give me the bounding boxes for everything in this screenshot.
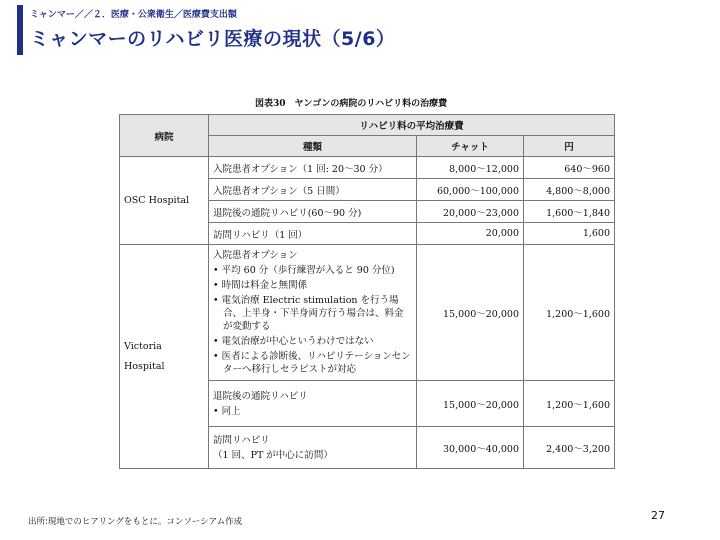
fee-kyat: 8,000～12,000: [417, 157, 524, 179]
table-row: [120, 245, 615, 381]
header-type: 種類: [209, 136, 417, 157]
header-kyat: チャット: [417, 136, 524, 157]
header-fee-group: リハビリ料の平均治療費: [209, 115, 615, 136]
page-number: 27: [651, 509, 665, 522]
fee-type: 退院後の通院リハビリ(60～90 分): [209, 201, 417, 223]
fee-kyat: 15,000～20,000: [417, 245, 524, 381]
header-yen: 円: [524, 136, 615, 157]
list-item: • 電気治療が中心というわけではない: [213, 335, 412, 348]
fee-kyat: 20,000: [417, 223, 524, 245]
fee-yen: 2,400～3,200: [524, 427, 615, 469]
list-item: • 時間は料金と無関係: [213, 279, 412, 292]
title-accent-bar: [17, 5, 23, 55]
fee-yen: 1,600～1,840: [524, 201, 615, 223]
fee-yen: 1,200～1,600: [524, 381, 615, 427]
figure-caption: 図表30 ヤンゴンの病院のリハビリ料の治療費: [255, 99, 448, 109]
fee-type-visit: [209, 427, 417, 469]
fee-type: 訪問リハビリ（1 回）: [209, 223, 417, 245]
list-item: • 同上: [213, 405, 412, 418]
fee-yen: 4,800～8,000: [524, 179, 615, 201]
hospital-victoria-line1: Victoria: [124, 340, 162, 352]
source-note: 出所:現地でのヒアリングをもとに。コンソーシアム作成: [28, 517, 243, 527]
list-item: • 医者による診断後、リハビリテーションセンターへ移行しセラピストが対応: [213, 350, 412, 376]
fee-kyat: 60,000～100,000: [417, 179, 524, 201]
hospital-victoria-line2: Hospital: [124, 360, 165, 372]
table-header-row: [120, 115, 615, 136]
header-hospital: 病院: [120, 115, 209, 157]
hospital-victoria: [120, 245, 209, 469]
fee-type: 入院患者オプション（5 日間）: [209, 179, 417, 201]
fee-type-heading: 入院患者オプション: [213, 250, 298, 261]
table-row: [120, 157, 615, 179]
fee-kyat: 20,000～23,000: [417, 201, 524, 223]
fee-kyat: 30,000～40,000: [417, 427, 524, 469]
fee-type-outpatient: [209, 381, 417, 427]
list-item: • 電気治療 Electric stimulation を行う場合、上半身・下半身両方行う場合は、料金が変動する: [213, 294, 412, 333]
breadcrumb: ミャンマー／／２．医療・公衆衛生／医療費支出額: [30, 10, 237, 20]
page-title: ミャンマーのリハビリ医療の現状（5/6）: [30, 28, 396, 50]
fee-type-inpatient: [209, 245, 417, 381]
fee-type-note: （1 回、PT が中心に訪問）: [213, 449, 333, 461]
list-item: • 平均 60 分（歩行練習が入ると 90 分位): [213, 264, 412, 277]
rehab-fee-table: [119, 114, 615, 469]
hospital-osc: OSC Hospital: [120, 157, 209, 245]
fee-type: 入院患者オプション（1 回: 20～30 分）: [209, 157, 417, 179]
fee-type-heading: 退院後の通院リハビリ: [213, 390, 308, 402]
fee-yen: 640～960: [524, 157, 615, 179]
fee-yen: 1,200～1,600: [524, 245, 615, 381]
fee-yen: 1,600: [524, 223, 615, 245]
fee-kyat: 15,000～20,000: [417, 381, 524, 427]
fee-type-heading: 訪問リハビリ: [213, 434, 270, 446]
